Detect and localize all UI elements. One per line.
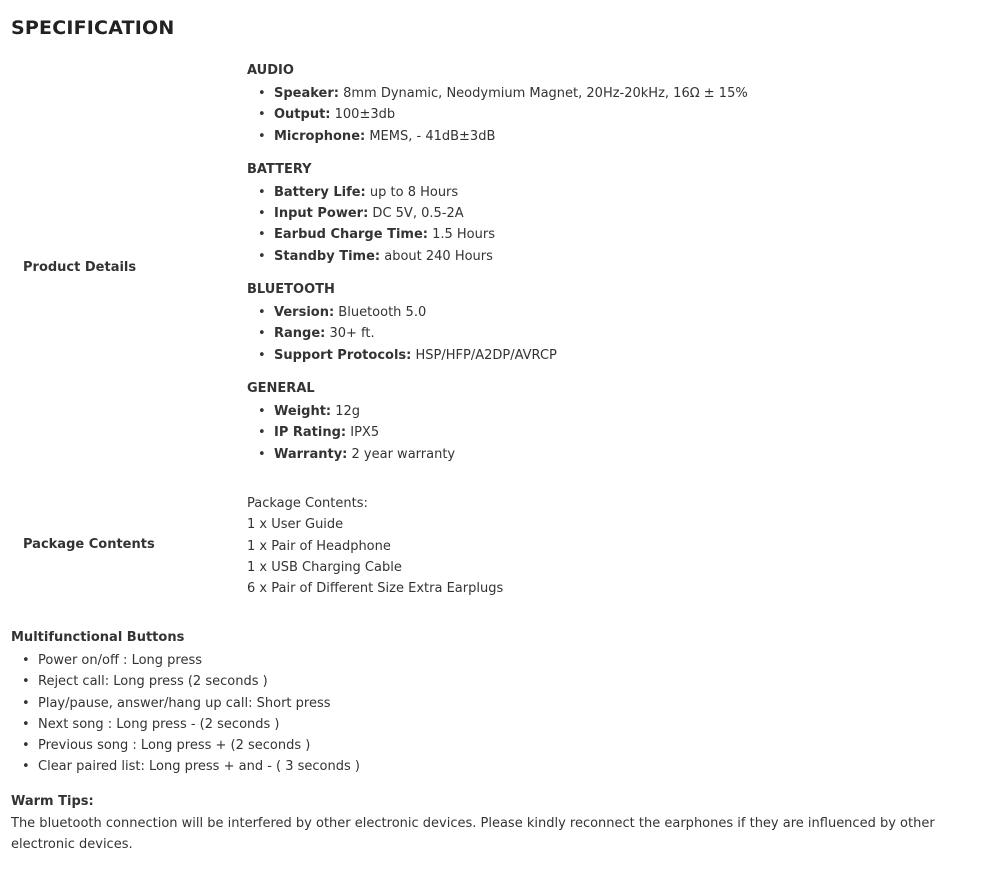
multifunctional-buttons-list (11, 650, 360, 778)
spec-section-general (247, 380, 967, 465)
spec-list (247, 401, 967, 465)
list-item: • Play/pause, answer/hang up call: Short press (11, 693, 360, 714)
spec-value: 2 year warranty (347, 446, 456, 462)
package-line: Package Contents: (247, 496, 368, 511)
spec-value: IPX5 (346, 425, 380, 441)
spec-key: Weight: (274, 403, 332, 419)
spec-value: 30+ ft. (325, 326, 375, 342)
spec-section-bluetooth (247, 281, 967, 366)
spec-key: Support Protocols: (274, 347, 412, 363)
product-details-content (247, 62, 967, 479)
spec-value: Bluetooth 5.0 (334, 305, 427, 321)
spec-key: Microphone: (274, 128, 366, 144)
spec-value: 8mm Dynamic, Neodymium Magnet, 20Hz-20kHz, 16Ω ± 15% (338, 86, 748, 101)
spec-value: 100±3db (330, 107, 396, 123)
spec-item (247, 224, 967, 245)
package-line: 6 x Pair of Different Size Extra Earplugs (247, 581, 504, 597)
spec-value: MEMS, - 41dB±3dB (365, 128, 496, 144)
spec-item (247, 246, 967, 267)
spec-section-battery (247, 161, 967, 267)
spec-value: HSP/HFP/A2DP/AVRCP (411, 347, 557, 363)
list-item: • Clear paired list: Long press + and - ( 3 seconds ) (11, 756, 360, 777)
package-contents-list (247, 493, 503, 599)
spec-key: Speaker: (274, 86, 339, 101)
spec-item (247, 323, 967, 344)
section-title: GENERAL (247, 380, 315, 396)
warm-tips-text: The bluetooth connection will be interfered by other electronic devices. Please kindly reconnect the earphones if they are influenced by other electronic devices. (11, 816, 935, 853)
spec-list (247, 182, 967, 267)
section-title: AUDIO (247, 63, 294, 78)
package-line: 1 x USB Charging Cable (247, 559, 402, 575)
spec-item (247, 345, 967, 366)
spec-value: up to 8 Hours (365, 184, 459, 200)
spec-value: about 240 Hours (380, 248, 493, 264)
section-title: BLUETOOTH (247, 282, 335, 298)
spec-list (247, 302, 967, 366)
multifunctional-buttons-title: Multifunctional Buttons (11, 630, 185, 645)
spec-item (247, 104, 967, 125)
spec-key: Earbud Charge Time: (274, 227, 428, 243)
spec-item (247, 126, 967, 147)
package-line: 1 x User Guide (247, 517, 344, 533)
spec-item (247, 401, 967, 422)
section-title: BATTERY (247, 161, 312, 177)
list-item: • Reject call: Long press (2 seconds ) (11, 671, 360, 692)
spec-key: IP Rating: (274, 425, 347, 441)
spec-key: Version: (274, 305, 335, 321)
list-item: • Power on/off : Long press (11, 650, 360, 671)
spec-item (247, 83, 967, 104)
page-title: SPECIFICATION (11, 17, 175, 39)
spec-key: Output: (274, 107, 331, 123)
spec-value: DC 5V, 0.5-2A (368, 206, 464, 222)
list-item: • Next song : Long press - (2 seconds ) (11, 714, 360, 735)
package-line: 1 x Pair of Headphone (247, 538, 391, 554)
list-item: • Previous song : Long press + (2 seconds ) (11, 735, 360, 756)
spec-item (247, 444, 967, 465)
package-contents-label: Package Contents (23, 537, 155, 552)
spec-item (247, 422, 967, 443)
spec-key: Warranty: (274, 446, 348, 462)
warm-tips-title: Warm Tips: (11, 794, 94, 809)
spec-key: Battery Life: (274, 184, 366, 200)
spec-value: 12g (331, 403, 361, 419)
spec-item (247, 182, 967, 203)
spec-item (247, 203, 967, 224)
spec-list (247, 83, 967, 147)
spec-value: 1.5 Hours (427, 227, 495, 243)
spec-key: Range: (274, 326, 326, 342)
spec-key: Standby Time: (274, 248, 381, 264)
product-details-label: Product Details (23, 260, 137, 275)
spec-section-audio (247, 62, 967, 147)
spec-key: Input Power: (274, 206, 369, 222)
spec-item (247, 302, 967, 323)
